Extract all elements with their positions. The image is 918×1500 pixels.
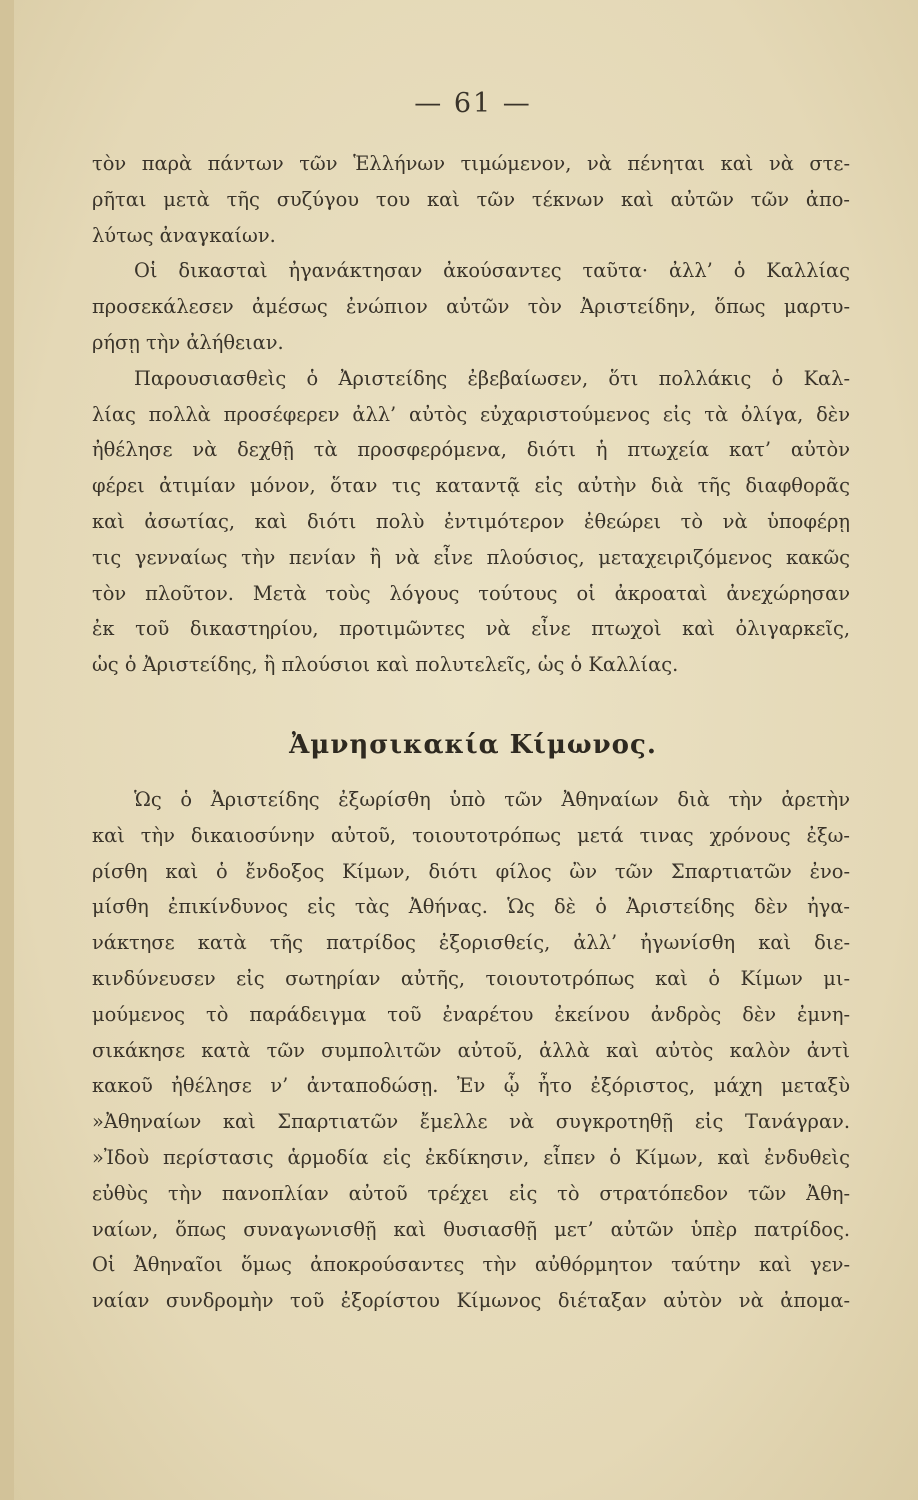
text-line: λύτως ἀναγκαίων.: [92, 223, 276, 247]
page-number: — 61 —: [414, 88, 532, 119]
text-line: ναίων, ὅπως συναγωνισθῇ καὶ θυσιασθῇ μετ’ αὐτῶν ὑπὲρ πατρίδος.: [92, 1217, 850, 1241]
text-line: κινδύνευσεν εἰς σωτηρίαν αὐτῆς, τοιουτοτρόπως καὶ ὁ Κίμων μι-: [92, 966, 850, 990]
text-line: Παρουσιασθεὶς ὁ Ἀριστείδης ἐβεβαίωσεν, ὅτι πολλάκις ὁ Καλ-: [134, 366, 850, 390]
text-line: φέρει ἀτιμίαν μόνον, ὅταν τις καταντᾷ εἰς αὐτὴν διὰ τῆς διαφθορᾶς: [92, 474, 850, 498]
text-line: μίσθη ἐπικίνδυνος εἰς τὰς Ἀθήνας. Ὡς δὲ ὁ Ἀριστείδης δὲν ἠγα-: [92, 895, 850, 919]
text-line: εὐθὺς τὴν πανοπλίαν αὐτοῦ τρέχει εἰς τὸ στρατόπεδον τῶν Ἀθη-: [92, 1181, 850, 1205]
text-line: σικάκησε κατὰ τῶν συμπολιτῶν αὐτοῦ, ἀλλὰ καὶ αὐτὸς καλὸν ἀντὶ: [92, 1038, 850, 1062]
text-line: Οἱ Ἀθηναῖοι ὅμως ἀποκρούσαντες τὴν αὐθόρμητον ταύτην καὶ γεν-: [92, 1253, 850, 1277]
text-line: λίας πολλὰ προσέφερεν ἀλλ’ αὐτὸς εὐχαριστούμενος εἰς τὰ ὀλίγα, δὲν: [92, 402, 850, 426]
text-line: ρίσθη καὶ ὁ ἔνδοξος Κίμων, διότι φίλος ὢν τῶν Σπαρτιατῶν ἐνο-: [92, 859, 850, 883]
text-line: καὶ τὴν δικαιοσύνην αὐτοῦ, τοιουτοτρόπως μετά τινας χρόνους ἐξω-: [92, 823, 850, 847]
text-line: καὶ ἀσωτίας, καὶ διότι πολὺ ἐντιμότερον ἐθεώρει τὸ νὰ ὑποφέρῃ: [92, 509, 850, 533]
text-line: τὸν πλοῦτον. Μετὰ τοὺς λόγους τούτους οἱ ἀκροαταὶ ἀνεχώρησαν: [92, 581, 850, 605]
text-line: μούμενος τὸ παράδειγμα τοῦ ἐναρέτου ἐκείνου ἀνδρὸς δὲν ἐμνη-: [92, 1002, 850, 1026]
text-line: τις γενναίως τὴν πενίαν ἢ νὰ εἶνε πλούσιος, μεταχειριζόμενος κακῶς: [92, 545, 850, 569]
text-line: νάκτησε κατὰ τῆς πατρίδος ἐξορισθείς, ἀλλ’ ἠγωνίσθη καὶ διε-: [92, 931, 850, 955]
text-line: προσεκάλεσεν ἀμέσως ἐνώπιον αὐτῶν τὸν Ἀριστείδην, ὅπως μαρτυ-: [92, 295, 850, 319]
text-line: ναίαν συνδρομὴν τοῦ ἐξορίστου Κίμωνος διέταξαν αὐτὸν νὰ ἀπομα-: [92, 1289, 850, 1313]
text-section-1: [92, 146, 850, 683]
text-line: ἠθέλησε νὰ δεχθῇ τὰ προσφερόμενα, διότι ἡ πτωχεία κατ’ αὐτὸν: [92, 438, 850, 462]
text-line: τὸν παρὰ πάντων τῶν Ἑλλήνων τιμώμενον, νὰ πένηται καὶ νὰ στε-: [92, 152, 850, 175]
text-line: ρῆται μετὰ τῆς συζύγου του καὶ τῶν τέκνων καὶ αὐτῶν τῶν ἀπο-: [92, 187, 850, 211]
text-line: κακοῦ ἠθέλησε ν’ ἀνταποδώσῃ. Ἐν ᾧ ἦτο ἐξόριστος, μάχη μεταξὺ: [92, 1074, 850, 1098]
text-line: »Ἀθηναίων καὶ Σπαρτιατῶν ἔμελλε νὰ συγκροτηθῇ εἰς Τανάγραν.: [92, 1110, 850, 1134]
text-section-2: [92, 782, 850, 1319]
text-line: Οἱ δικασταὶ ἠγανάκτησαν ἀκούσαντες ταῦτα· ἀλλ’ ὁ Καλλίας: [134, 259, 850, 283]
text-line: ἐκ τοῦ δικαστηρίου, προτιμῶντες νὰ εἶνε πτωχοὶ καὶ ὀλιγαρκεῖς,: [92, 617, 850, 641]
text-line: Ὡς ὁ Ἀριστείδης ἐξωρίσθη ὑπὸ τῶν Ἀθηναίων διὰ τὴν ἀρετὴν: [134, 788, 850, 811]
text-line: »Ἰδοὺ περίστασις ἁρμοδία εἰς ἐκδίκησιν, εἶπεν ὁ Κίμων, καὶ ἐνδυθεὶς: [92, 1145, 850, 1169]
text-line: ρήσῃ τὴν ἀλήθειαν.: [92, 330, 284, 354]
section-heading: Ἀμνησικακία Κίμωνος.: [289, 730, 657, 760]
text-line: ὡς ὁ Ἀριστείδης, ἢ πλούσιοι καὶ πολυτελεῖς, ὡς ὁ Καλλίας.: [92, 653, 679, 677]
